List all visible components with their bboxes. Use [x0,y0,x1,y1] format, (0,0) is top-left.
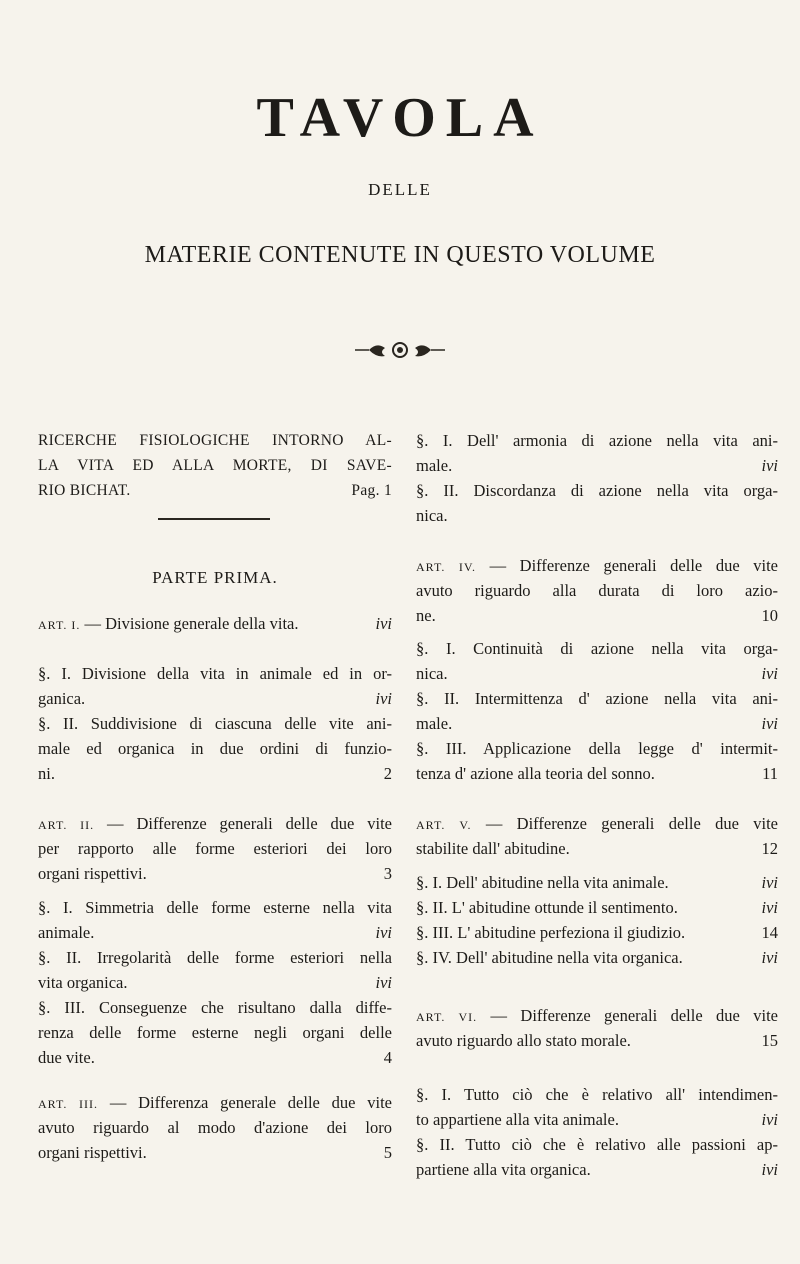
page-number: ivi [761,873,778,892]
page-number: 5 [383,1143,392,1162]
section-entry: §. II. Suddivisione di ciascuna delle vite ani- male ed organica in due ordini di funzio- ni. 2 [38,711,392,786]
page-number: 11 [762,764,778,783]
page-number: 14 [761,923,778,942]
article-entry: ART. VI. — Differenze generali delle due vite avuto riguardo allo stato morale. 15 [416,1003,778,1053]
page-number: 3 [383,864,392,883]
page-number: ivi [761,714,778,733]
article-label: ART. III. [38,1097,99,1111]
page-number: 12 [761,839,778,858]
article-label: ART. I. [38,618,81,632]
fleuron-ornament-icon [355,338,445,362]
section-entry: §. I. Continuità di azione nella vita orga- nica. ivi [416,636,778,686]
header-line: RICERCHE FISIOLOGICHE INTORNO AL- [38,432,392,449]
title-connector: DELLE [368,180,432,199]
page-number: ivi [761,948,778,967]
article-entry: ART. IV. — Differenze generali delle due vite avuto riguardo alla durata di loro azio- ne. 10 [416,553,778,628]
article-entry: ART. II. — Differenze generali delle due vite per rapporto alle forme esteriori dei loro organi rispettivi. 3 [38,811,392,886]
page-number: ivi [375,614,392,633]
section-entry: §. II. Irregolarità delle forme esteriori nella vita organica. ivi [38,945,392,995]
article-label: ART. II. [38,818,95,832]
section-entry: §. I. Dell' armonia di azione nella vita ani- male. ivi [416,428,778,478]
article-label: ART. V. [416,818,472,832]
page-number: 4 [383,1048,392,1067]
page-title: TAVOLA [256,87,544,149]
header-line: LA VITA ED ALLA MORTE, DI SAVE- [38,457,392,474]
section-entry: §. II. Tutto ciò che è relativo alle passioni ap- partiene alla vita organica. ivi [416,1132,778,1182]
main-work-entry [38,428,392,503]
article-label: ART. IV. [416,560,476,574]
page-number: ivi [761,898,778,917]
part-heading: PARTE PRIMA. [152,568,278,587]
section-entry: §. III. L' abitudine perfeziona il giudizio. 14 [416,920,778,945]
section-entry: §. III. Applicazione della legge d' intermit- tenza d' azione alla teoria del sonno. 11 [416,736,778,786]
page-number: ivi [375,973,392,992]
section-entry: §. II. Intermittenza d' azione nella vita ani- male. ivi [416,686,778,736]
page-number: ivi [761,1160,778,1179]
page-number: ivi [761,664,778,683]
page-number: ivi [375,689,392,708]
page-number: ivi [761,1110,778,1129]
header-line: RIO BICHAT. Pag. 1 [38,478,392,503]
page-number: Pag. 1 [351,482,392,499]
section-entry: §. II. L' abitudine ottunde il sentimento. ivi [416,895,778,920]
section-divider [158,518,270,520]
section-entry: §. I. Simmetria delle forme esterne nella vita animale. ivi [38,895,392,945]
article-entry: ART. V. — Differenze generali delle due vite stabilite dall' abitudine. 12 [416,811,778,861]
page-number: ivi [375,923,392,942]
page-number: 15 [761,1031,778,1050]
section-entry: §. I. Divisione della vita in animale ed in or- ganica. ivi [38,661,392,711]
page-number: 10 [761,606,778,625]
section-entry: §. III. Conseguenze che risultano dalla diffe- renza delle forme esterne negli organi delle due vite. 4 [38,995,392,1070]
section-entry: §. IV. Dell' abitudine nella vita organica. ivi [416,945,778,970]
section-entry: §. I. Dell' abitudine nella vita animale. ivi [416,870,778,895]
article-label: ART. VI. [416,1010,478,1024]
section-entry: §. II. Discordanza di azione nella vita orga- nica. [416,481,778,525]
page-number: ivi [761,456,778,475]
page-number: 2 [383,764,392,783]
section-entry: §. I. Tutto ciò che è relativo all' intendimen- to appartiene alla vita animale. ivi [416,1082,778,1132]
article-entry: ART. I. — Divisione generale della vita. ivi [38,611,392,636]
page-subtitle: MATERIE CONTENUTE IN QUESTO VOLUME [144,242,656,268]
article-entry: ART. III. — Differenza generale delle due vite avuto riguardo al modo d'azione dei loro organi rispettivi. 5 [38,1090,392,1165]
